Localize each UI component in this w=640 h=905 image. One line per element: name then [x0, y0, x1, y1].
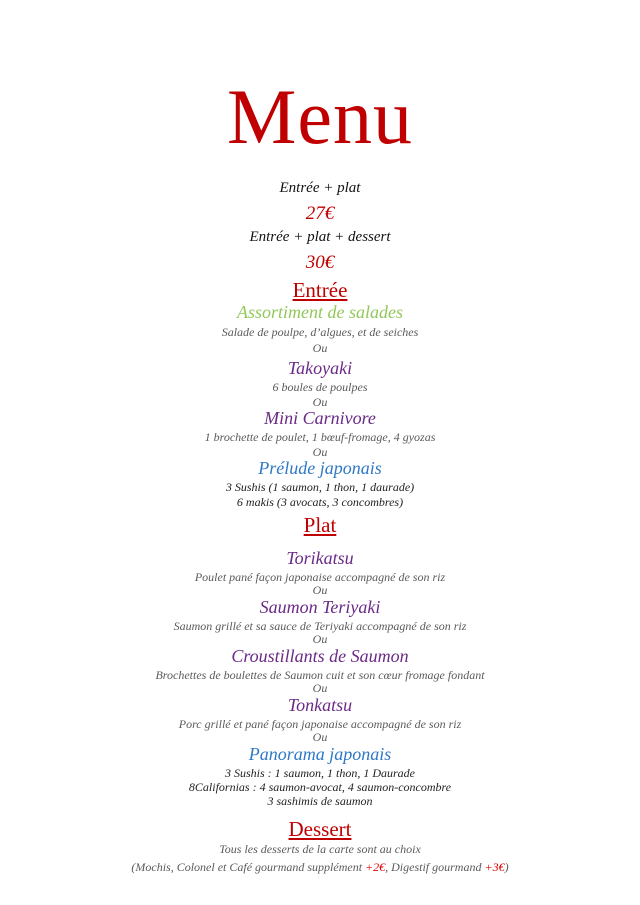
- dish-description: 6 boules de poulpes: [272, 380, 368, 394]
- dish-description-line: 3 sashimis de saumon: [267, 794, 373, 808]
- dessert-supplement-note: [0, 860, 640, 875]
- formula-price-2: 30€: [305, 252, 335, 273]
- dish-name: Assortiment de salades: [237, 302, 403, 322]
- dish-name: Prélude japonais: [258, 458, 382, 478]
- dish-description: Poulet pané façon japonaise accompagné de son riz: [194, 570, 446, 584]
- separator-ou: Ou: [312, 395, 328, 409]
- dish-description-line: 6 makis (3 avocats, 3 concombres): [236, 495, 404, 509]
- formula-label-1: Entrée + plat: [279, 180, 361, 196]
- dish-description: Brochettes de boulettes de Saumon cuit et son cœur fromage fondant: [155, 668, 485, 682]
- separator-ou: Ou: [312, 681, 328, 695]
- dessert-note: Tous les desserts de la carte sont au choix: [219, 842, 421, 856]
- dish-name: Tonkatsu: [287, 695, 353, 715]
- dish-description: 1 brochette de poulet, 1 bœuf-fromage, 4 gyozas: [204, 430, 436, 444]
- dish-name: Saumon Teriyaki: [259, 597, 381, 617]
- formula-label-2: Entrée + plat + dessert: [249, 229, 391, 245]
- supplement-price: +3€: [484, 860, 505, 874]
- section-heading-entree: Entrée: [292, 278, 348, 302]
- section-heading-plat: Plat: [303, 513, 337, 537]
- supplement-text: , Digestif gourmand: [385, 860, 485, 874]
- separator-ou: Ou: [312, 730, 328, 744]
- separator-ou: Ou: [312, 445, 328, 459]
- dish-description: Saumon grillé et sa sauce de Teriyaki accompagné de son riz: [173, 619, 467, 633]
- supplement-price: +2€: [365, 860, 386, 874]
- dish-name: Takoyaki: [287, 358, 353, 378]
- section-heading-dessert: Dessert: [288, 817, 352, 841]
- dish-description: Porc grillé et pané façon japonaise accompagné de son riz: [178, 717, 462, 731]
- separator-ou: Ou: [312, 583, 328, 597]
- dish-description-line: 8Californias : 4 saumon-avocat, 4 saumon-concombre: [188, 780, 452, 794]
- supplement-text: (Mochis, Colonel et Café gourmand supplément: [131, 860, 366, 874]
- dish-name: Torikatsu: [286, 548, 354, 568]
- supplement-text: ): [504, 860, 509, 874]
- dish-description-line: 3 Sushis (1 saumon, 1 thon, 1 daurade): [225, 480, 415, 494]
- separator-ou: Ou: [312, 632, 328, 646]
- dish-name: Mini Carnivore: [264, 408, 376, 428]
- dish-description: Salade de poulpe, d’algues, et de seiches: [221, 325, 419, 339]
- dish-description-line: 3 Sushis : 1 saumon, 1 thon, 1 Daurade: [224, 766, 415, 780]
- formula-price-1: 27€: [305, 203, 335, 224]
- page-title: Menu: [227, 73, 413, 160]
- separator-ou: Ou: [312, 341, 328, 355]
- dish-name: Croustillants de Saumon: [231, 646, 409, 666]
- dish-name: Panorama japonais: [248, 744, 392, 764]
